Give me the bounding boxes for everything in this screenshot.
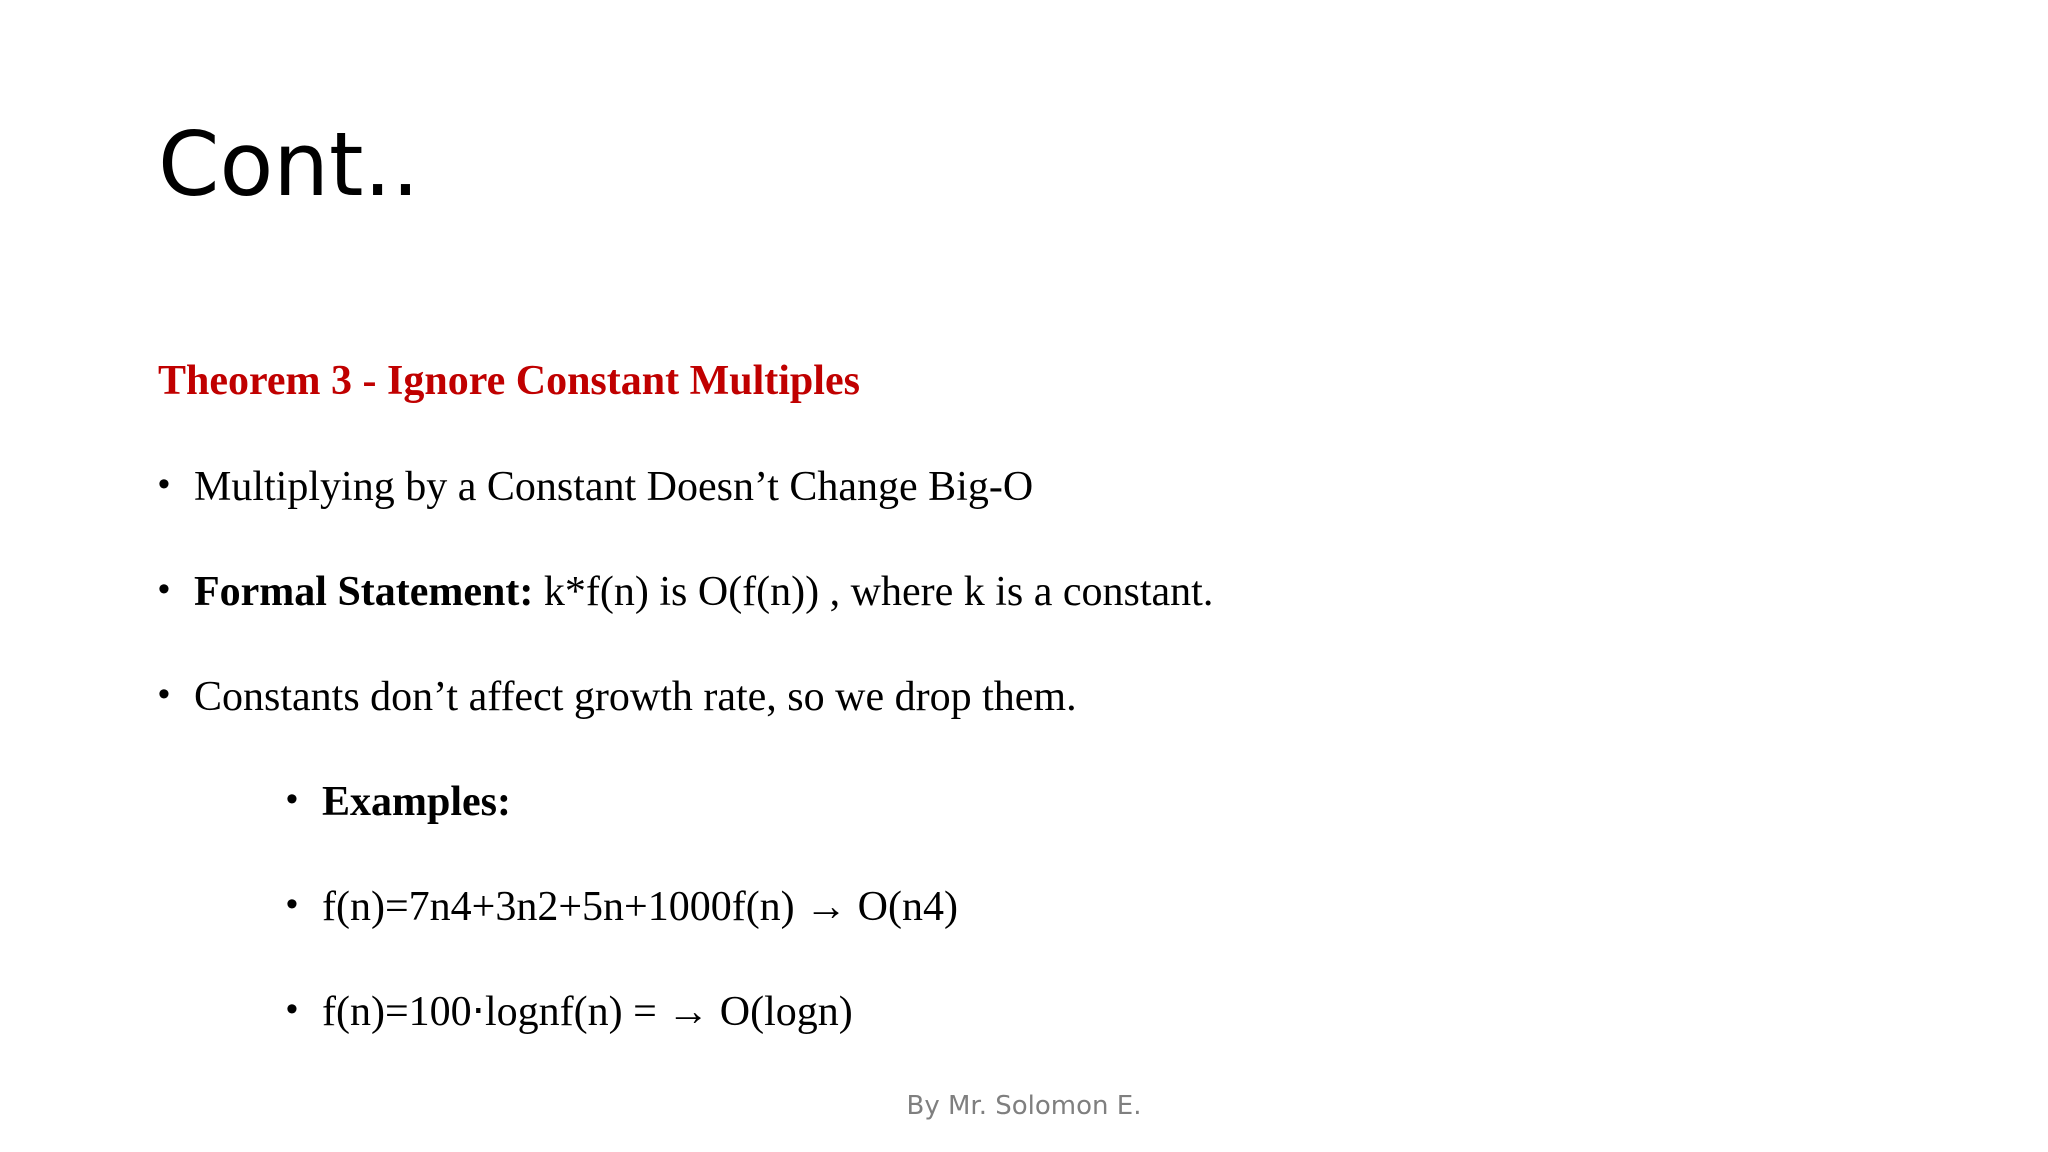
sub-bullet-item	[286, 777, 511, 827]
bullet-text: Constants don’t affect growth rate, so we drop them.	[194, 674, 1077, 720]
examples-label: Examples:	[322, 779, 511, 825]
formal-statement-label: Formal Statement:	[194, 569, 534, 615]
slide-footer: By Mr. Solomon E.	[906, 1091, 1142, 1121]
bullet-dot-icon: •	[158, 465, 170, 503]
example-formula: f(n)=7n4+3n2+5n+1000f(n) → O(n4)	[322, 884, 958, 930]
example-formula: f(n)=100⋅lognf(n) = → O(logn)	[322, 989, 853, 1035]
sub-bullet-item	[286, 987, 853, 1037]
bullet-dot-icon: •	[158, 675, 170, 713]
bullet-item	[158, 672, 1077, 722]
sub-bullet-item	[286, 882, 958, 932]
bullet-item	[158, 462, 1034, 512]
bullet-item	[158, 567, 1214, 617]
bullet-dot-icon: •	[286, 885, 298, 923]
bullet-dot-icon: •	[286, 780, 298, 818]
bullet-dot-icon: •	[158, 570, 170, 608]
bullet-text: Multiplying by a Constant Doesn’t Change Big-O	[194, 464, 1034, 510]
theorem-heading: Theorem 3 - Ignore Constant Multiples	[158, 358, 860, 404]
formal-statement-text: k*f(n) is O(f(n)) , where k is a constant.	[533, 569, 1214, 615]
slide-title: Cont..	[158, 113, 420, 216]
bullet-dot-icon: •	[286, 990, 298, 1028]
